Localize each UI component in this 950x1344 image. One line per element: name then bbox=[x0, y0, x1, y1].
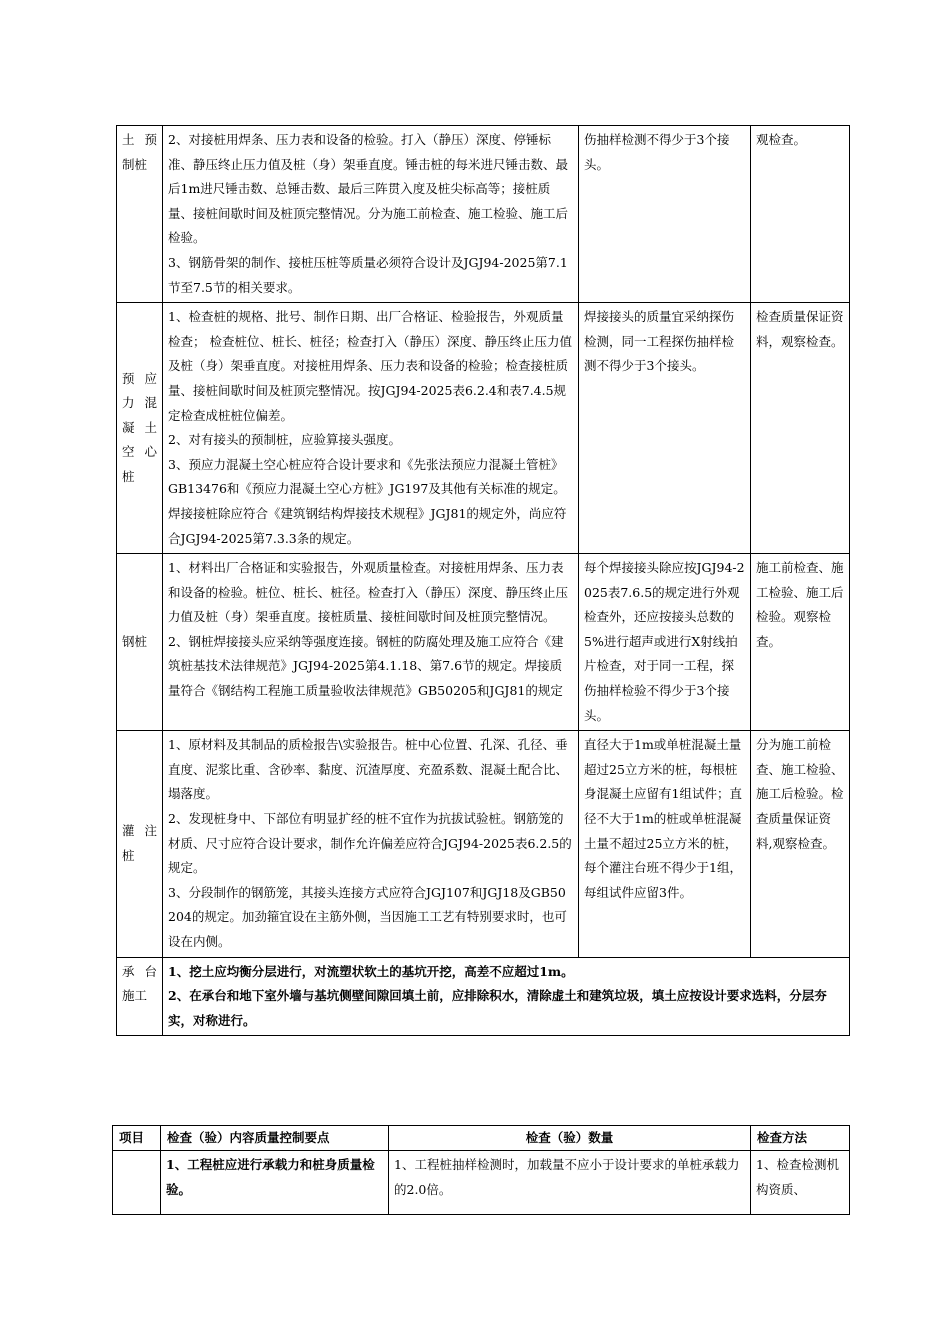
item-name: 预应力混凝土空心桩 bbox=[117, 303, 163, 554]
column-header: 检查（验）内容质量控制要点 bbox=[161, 1126, 389, 1151]
content-paragraph: 2、钢桩焊接接头应采纳等强度连接。钢桩的防腐处理及施工应符合《建筑桩基技术法律规范》JGJ94-2025第4.1.18、第7.6节的规定。焊接质量符合《钢结构工程施工质量验收法律规范》GB50205和JGJ81的规定 bbox=[168, 633, 564, 699]
content-paragraph: 2、在承台和地下室外墙与基坑侧壁间隙回填土前，应排除积水，清除虚土和建筑垃圾，填土应按设计要求选料，分层夯实，对称进行。 bbox=[168, 988, 827, 1028]
content-paragraph: 2、对有接头的预制桩，应验算接头强度。 bbox=[168, 432, 401, 448]
item-project bbox=[113, 1151, 161, 1215]
content-paragraph: 3、预应力混凝土空心桩应符合设计要求和《先张法预应力混凝土管桩》GB13476和《预应力混凝土空心方桩》JG197及其他有关标准的规定。焊接接桩除应符合《建筑钢结构焊接技术规程》JGJ81的规定外，尚应符合JGJ94-2025第7.3.3条的规定。 bbox=[168, 456, 567, 546]
inspection-table bbox=[112, 1125, 850, 1215]
content-paragraph: 2、对接桩用焊条、压力表和设备的检验。打入（静压）深度、停锤标准、静压终止压力值及桩（身）架垂直度。锤击桩的每米进尺锤击数、最后1m进尺锤击数、总锤击数、最后三阵贯入度及桩尖标高等；接桩质量、接桩间歇时间及桩顶完整情况。分为施工前检查、施工检验、施工后检验。 bbox=[168, 132, 569, 246]
item-content bbox=[163, 731, 579, 957]
content-paragraph: 1、检查桩的规格、批号、制作日期、出厂合格证、检验报告，外观质量检查； 检查桩位、桩长、桩径；检查打入（静压）深度、静压终止压力值及桩（身）架垂直度。对接桩用焊条、压力表和设备的检验；检查接桩质量、接桩间歇时间及桩顶完整情况。按JGJ94-2025表6.2.4和表7.4.5规定检查成桩桩位偏差。 bbox=[168, 309, 572, 423]
content-paragraph: 3、钢筋骨架的制作、接桩压桩等质量必须符合设计及JGJ94-2025第7.1节至7.5节的相关要求。 bbox=[168, 254, 568, 295]
column-header: 检查（验）数量 bbox=[389, 1126, 751, 1151]
item-method: 1、检查检测机构资质、 bbox=[751, 1151, 850, 1215]
table-row bbox=[117, 554, 850, 731]
item-method: 施工前检查、施工检验、施工后检验。观察检查。 bbox=[751, 554, 850, 731]
table-header-row bbox=[113, 1126, 850, 1151]
item-method: 观检查。 bbox=[751, 126, 850, 303]
item-quantity: 焊接接头的质量宜采纳探伤检测，同一工程探伤抽样检测不得少于3个接头。 bbox=[579, 303, 751, 554]
item-quantity: 直径大于1m或单桩混凝土量超过25立方米的桩，每根桩身混凝土应留有1组试件；直径不大于1m的桩或单桩混凝土量不超过25立方米的桩，每个灌注台班不得少于1组，每组试件应留3件。 bbox=[579, 731, 751, 957]
item-content bbox=[163, 554, 579, 731]
item-name: 钢桩 bbox=[117, 554, 163, 731]
quality-control-table bbox=[116, 125, 850, 1036]
content-paragraph: 1、材料出厂合格证和实验报告，外观质量检查。对接桩用焊条、压力表和设备的检验。桩位、桩长、桩径。检查打入（静压）深度、静压终止压力值及桩（身）架垂直度。接桩质量、接桩间歇时间及桩顶完整情况。 bbox=[168, 560, 569, 625]
item-content bbox=[163, 957, 850, 1036]
column-header: 项目 bbox=[113, 1126, 161, 1151]
item-content: 1、工程桩应进行承载力和桩身质量检验。 bbox=[161, 1151, 389, 1215]
content-paragraph: 3、分段制作的钢筋笼，其接头连接方式应符合JGJ107和JGJ18及GB50204的规定。加劲箍宜设在主筋外侧，当因施工工艺有特别要求时，也可设在内侧。 bbox=[168, 884, 567, 949]
item-content bbox=[163, 303, 579, 554]
item-quantity: 每个焊接接头除应按JGJ94-2025表7.6.5的规定进行外观检查外，还应按接头总数的5%进行超声或进行X射线拍片检查，对于同一工程，探伤抽样检验不得少于3个接头。 bbox=[579, 554, 751, 731]
table-row bbox=[117, 126, 850, 303]
item-quantity: 1、工程桩抽样检测时，加载量不应小于设计要求的单桩承载力的2.0倍。 bbox=[389, 1151, 751, 1215]
content-paragraph: 2、发现桩身中、下部位有明显扩经的桩不宜作为抗拔试验桩。钢筋笼的材质、尺寸应符合设计要求，制作允许偏差应符合JGJ94-2025表6.2.5的规定。 bbox=[168, 811, 572, 876]
table-row bbox=[117, 731, 850, 957]
item-name: 承台施工 bbox=[117, 957, 163, 1036]
content-paragraph: 1、原材料及其制品的质检报告\实验报告。桩中心位置、孔深、孔径、垂直度、泥浆比重、含砂率、黏度、沉渣厚度、充盈系数、混凝土配合比、塌落度。 bbox=[168, 737, 569, 802]
table-row bbox=[117, 303, 850, 554]
column-header: 检查方法 bbox=[751, 1126, 850, 1151]
item-content bbox=[163, 126, 579, 303]
item-name: 土预制桩 bbox=[117, 126, 163, 303]
item-method: 检查质量保证资料，观察检查。 bbox=[751, 303, 850, 554]
table-row bbox=[117, 957, 850, 1036]
item-name: 灌注桩 bbox=[117, 731, 163, 957]
item-method: 分为施工前检查、施工检验、施工后检验。检查质量保证资料,观察检查。 bbox=[751, 731, 850, 957]
item-quantity: 伤抽样检测不得少于3个接头。 bbox=[579, 126, 751, 303]
content-paragraph: 1、挖土应均衡分层进行，对流塑状软土的基坑开挖，高差不应超过1m。 bbox=[168, 963, 574, 979]
table-row bbox=[113, 1151, 850, 1215]
